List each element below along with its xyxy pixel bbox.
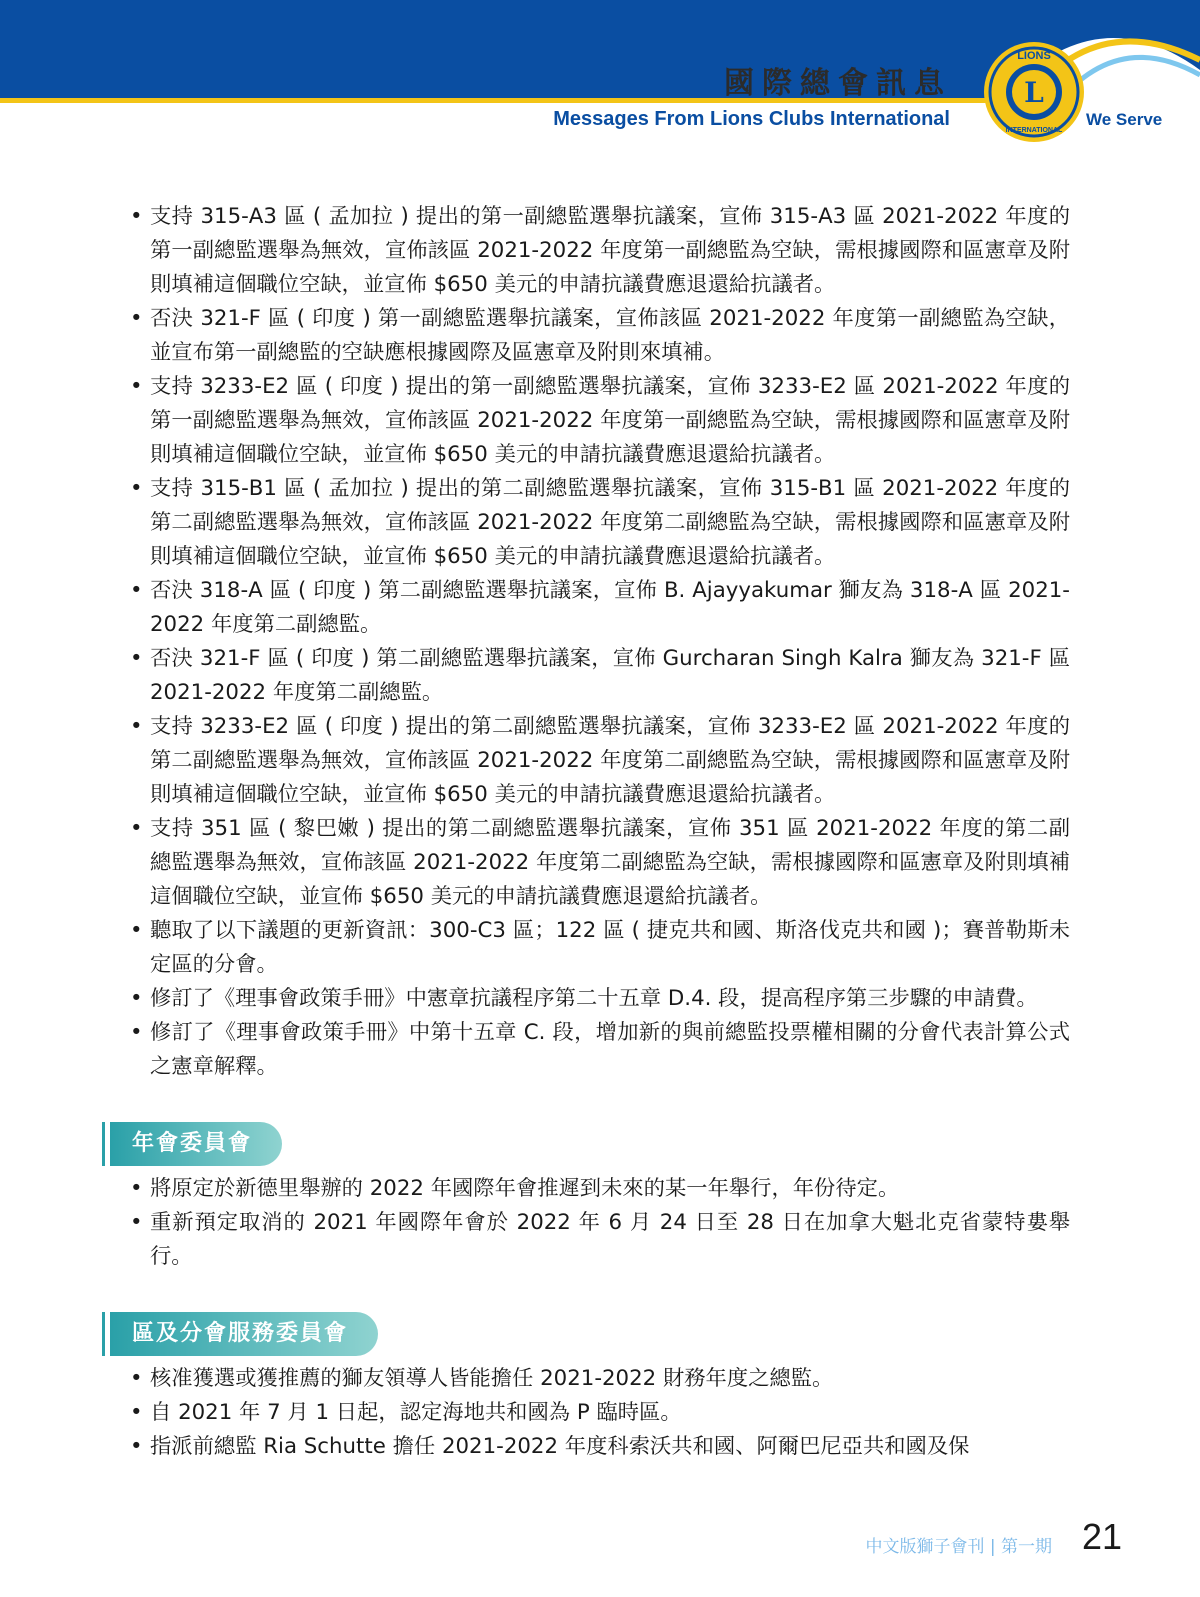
district-club-list	[130, 1362, 1070, 1464]
list-item: • 支持 3233-E2 區 ( 印度 ) 提出的第一副總監選舉抗議案，宣佈 3233-E2 區 2021-2022 年度的第一副總監選舉為無效，宣佈該區 2021-2022 年度第一副總監為空缺，需根據國際和區憲章及附則填補這個職位空缺，並宣佈 $650 美元的申請抗議費應退還給抗議者。	[130, 370, 1070, 472]
resolutions-list	[130, 200, 1070, 1084]
list-item: • 支持 351 區 ( 黎巴嫩 ) 提出的第二副總監選舉抗議案，宣佈 351 區 2021-2022 年度的第二副總監選舉為無效，宣佈該區 2021-2022 年度第二副總監為空缺，需根據國際和區憲章及附則填補這個職位空缺，並宣佈 $650 美元的申請抗議費應退還給抗議者。	[130, 812, 1070, 914]
convention-list	[130, 1172, 1070, 1274]
list-item: • 自 2021 年 7 月 1 日起，認定海地共和國為 P 臨時區。	[130, 1396, 1070, 1430]
motto-text: We Serve	[1086, 110, 1163, 129]
list-item: • 支持 315-B1 區 ( 孟加拉 ) 提出的第二副總監選舉抗議案，宣佈 315-B1 區 2021-2022 年度的第二副總監選舉為無效，宣佈該區 2021-2022 年度第二副總監為空缺，需根據國際和區憲章及附則填補這個職位空缺，並宣佈 $650 美元的申請抗議費應退還給抗議者。	[130, 472, 1070, 574]
list-item: • 否決 321-F 區 ( 印度 ) 第一副總監選舉抗議案，宣佈該區 2021-2022 年度第一副總監為空缺，並宣布第一副總監的空缺應根據國際及區憲章及附則來填補。	[130, 302, 1070, 370]
section-heading-district-club: 區及分會服務委員會	[110, 1312, 378, 1356]
list-item: • 支持 3233-E2 區 ( 印度 ) 提出的第二副總監選舉抗議案，宣佈 3233-E2 區 2021-2022 年度的第二副總監選舉為無效，宣佈該區 2021-2022 年度第二副總監為空缺，需根據國際和區憲章及附則填補這個職位空缺，並宣佈 $650 美元的申請抗議費應退還給抗議者。	[130, 710, 1070, 812]
main-content	[130, 200, 1070, 1464]
list-item: • 重新預定取消的 2021 年國際年會於 2022 年 6 月 24 日至 28 日在加拿大魁北克省蒙特婁舉行。	[130, 1206, 1070, 1274]
list-item: • 修訂了《理事會政策手冊》中憲章抗議程序第二十五章 D.4. 段，提高程序第三步驟的申請費。	[130, 982, 1070, 1016]
header-title-chinese: 國際總會訊息	[724, 66, 952, 101]
svg-text:INTERNATIONAL: INTERNATIONAL	[1005, 127, 1063, 134]
section-heading-convention: 年會委員會	[110, 1122, 282, 1166]
list-item: • 核准獲選或獲推薦的獅友領導人皆能擔任 2021-2022 財務年度之總監。	[130, 1362, 1070, 1396]
list-item: • 否決 318-A 區 ( 印度 ) 第二副總監選舉抗議案，宣佈 B. Ajayyakumar 獅友為 318-A 區 2021-2022 年度第二副總監。	[130, 574, 1070, 642]
list-item: • 否決 321-F 區 ( 印度 ) 第二副總監選舉抗議案，宣佈 Gurcharan Singh Kalra 獅友為 321-F 區 2021-2022 年度第二副總監。	[130, 642, 1070, 710]
lions-logo-icon	[982, 40, 1086, 144]
footer-publication: 中文版獅子會刊 | 第一期	[865, 1537, 1052, 1557]
svg-text:L: L	[1024, 76, 1044, 109]
list-item: • 聽取了以下議題的更新資訊：300-C3 區；122 區 ( 捷克共和國、斯洛伐克共和國 )；賽普勒斯未定區的分會。	[130, 914, 1070, 982]
list-item: • 支持 315-A3 區 ( 孟加拉 ) 提出的第一副總監選舉抗議案，宣佈 315-A3 區 2021-2022 年度的第一副總監選舉為無效，宣佈該區 2021-2022 年度第一副總監為空缺，需根據國際和區憲章及附則填補這個職位空缺，並宣佈 $650 美元的申請抗議費應退還給抗議者。	[130, 200, 1070, 302]
list-item: • 指派前總監 Ria Schutte 擔任 2021-2022 年度科索沃共和國、阿爾巴尼亞共和國及保	[130, 1430, 1070, 1464]
list-item: • 將原定於新德里舉辦的 2022 年國際年會推遲到未來的某一年舉行，年份待定。	[130, 1172, 1070, 1206]
list-item: • 修訂了《理事會政策手冊》中第十五章 C. 段，增加新的與前總監投票權相關的分會代表計算公式之憲章解釋。	[130, 1016, 1070, 1084]
svg-text:LIONS: LIONS	[1017, 50, 1051, 62]
page-number: 21	[1082, 1516, 1123, 1557]
header-title-english: Messages From Lions Clubs International	[553, 108, 950, 130]
